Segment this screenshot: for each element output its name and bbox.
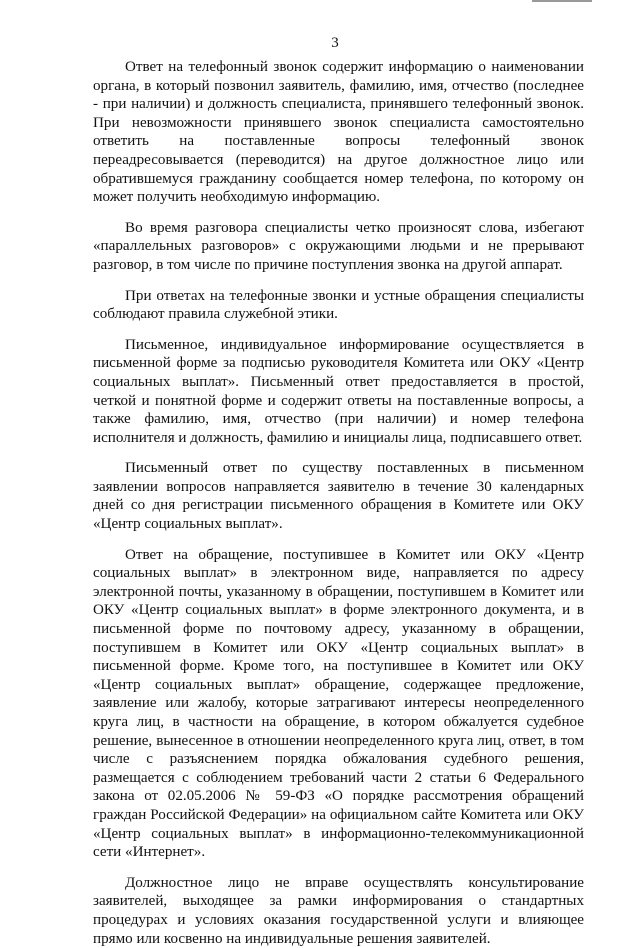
paragraph-conversation-rules: Во время разговора специалисты четко произносят слова, избегают «параллельных разговоров» с окружающими людьми и не прерывают разговор, в том числе по причине поступления звонка на другой аппарат.: [93, 219, 584, 273]
paragraph-electronic-answer: Ответ на обращение, поступившее в Комитет или ОКУ «Центр социальных выплат» в электронном виде, направляется по адресу электронной почты, указанному в обращении, поступившем в Комитет или ОКУ «Центр социальных выплат» в форме электронного документа, и в письменной форме по почтовому адресу, указанному в обращении, поступившем в Комитет или ОКУ «Центр социальных выплат» в письменной форме. Кроме того, на поступившее в Комитет или ОКУ «Центр социальных выплат» обращение, содержащее предложение, заявление или жалобу, которые затрагивают интересы неопределенного круга лиц, в частности на обращение, в котором обжалуется судебное решение, вынесенное в отношении неопределенного круга лиц, ответ, в том числе с разъяснением порядка обжалования судебного решения, размещается с соблюдением требований части 2 статьи 6 Федерального закона от 02.05.2006 № 59-ФЗ «О порядке рассмотрения обращений граждан Российской Федерации» на официальном сайте Комитета или ОКУ «Центр социальных выплат» в информационно-телекоммуникационной сети «Интернет».: [93, 546, 584, 861]
paragraph-written-answer-deadline: Письменный ответ по существу поставленных в письменном заявлении вопросов направляется заявителю в течение 30 календарных дней со дня регистрации письменного обращения в Комитете или ОКУ «Центр социальных выплат».: [93, 460, 584, 533]
document-body: [93, 58, 584, 948]
paragraph-written-information: Письменное, индивидуальное информирование осуществляется в письменной форме за подписью руководителя Комитета или ОКУ «Центр социальных выплат». Письменный ответ предоставляется в простой, четкой и понятной форме и содержит ответы на поставленные вопросы, а также фамилию, имя, отчество (при наличии) и номер телефона исполнителя и должность, фамилию и инициалы лица, подписавшего ответ.: [93, 336, 584, 446]
paragraph-official-limitations: Должностное лицо не вправе осуществлять консультирование заявителей, выходящее за рамки информирования о стандартных процедурах и условиях оказания государственной услуги и влияющее прямо или косвенно на индивидуальные решения заявителей.: [93, 874, 584, 947]
scan-edge-mark: [532, 0, 592, 2]
paragraph-phone-answer: Ответ на телефонный звонок содержит информацию о наименовании органа, в который позвонил заявитель, фамилию, имя, отчество (последнее - при наличии) и должность специалиста, принявшего телефонный звонок. При невозможности принявшего звонок специалиста самостоятельно ответить на поставленные вопросы телефонный звонок переадресовывается (переводится) на другое должностное лицо или обратившемуся гражданину сообщается номер телефона, по которому он может получить необходимую информацию.: [93, 59, 584, 206]
paragraph-service-ethics: При ответах на телефонные звонки и устные обращения специалисты соблюдают правила служебной этики.: [93, 287, 584, 323]
page-number: 3: [331, 35, 339, 51]
